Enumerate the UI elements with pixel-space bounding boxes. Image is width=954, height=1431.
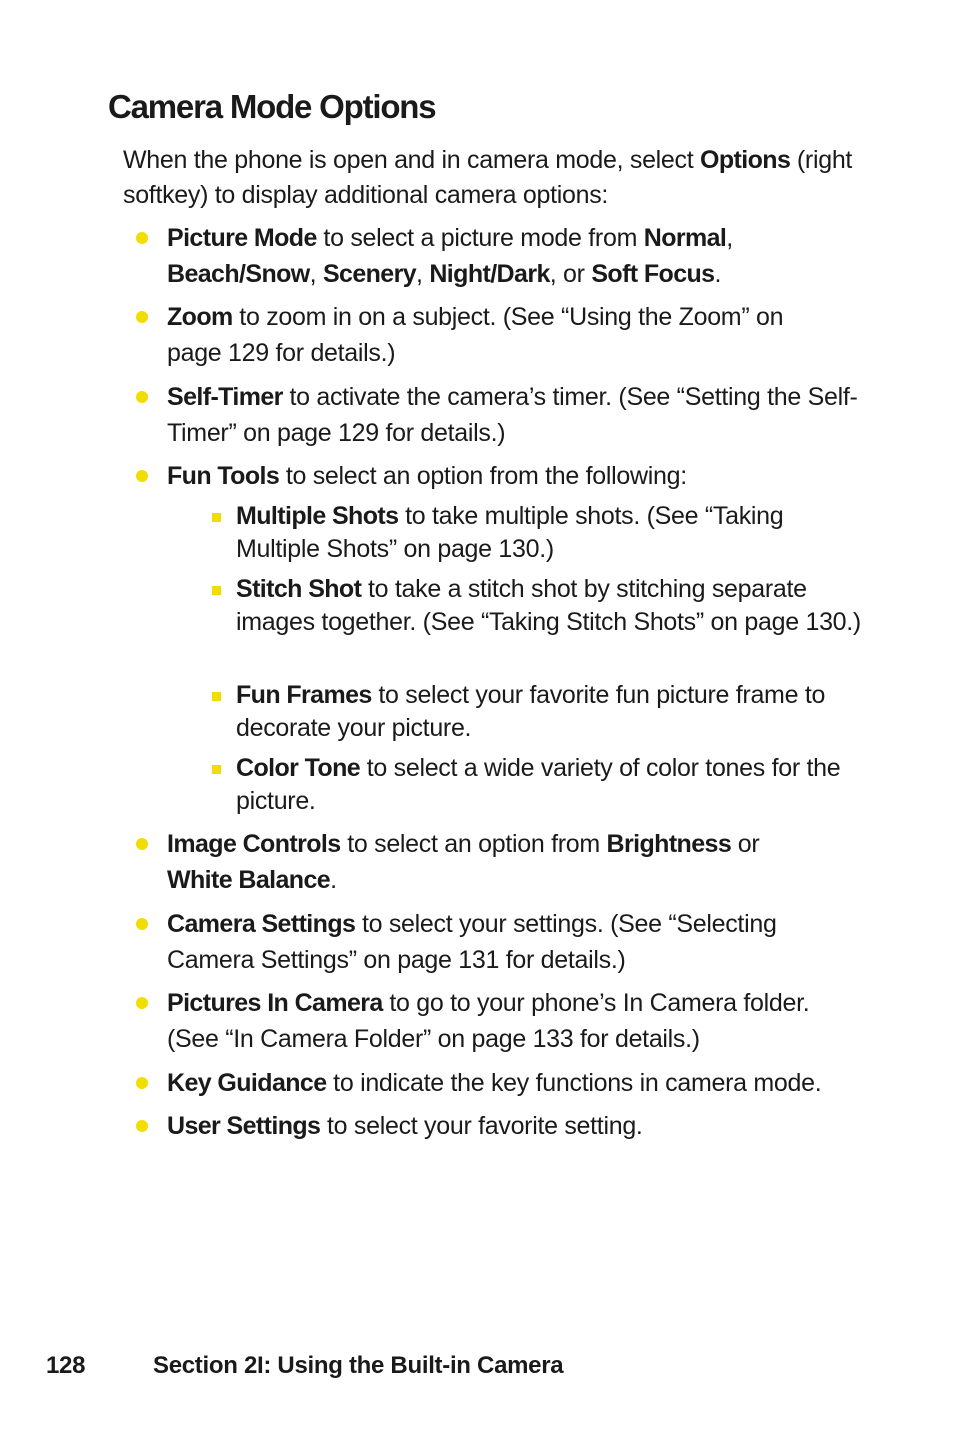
bullet-icon [136, 997, 148, 1009]
list-item-camera-settings: Camera Settings to select your settings. (See “Selecting Camera Settings” on page 131 for details.) [167, 910, 777, 974]
list-item-picture-mode: Picture Mode to select a picture mode from Normal, Beach/Snow, Scenery, Night/Dark, or Soft Focus. [167, 224, 733, 288]
list-item-fun-tools: Fun Tools to select an option from the following: [167, 462, 687, 490]
bullet-icon [136, 232, 148, 244]
sub-item-color-tone: Color Tone to select a wide variety of color tones for the picture. [236, 754, 841, 815]
list-item-zoom: Zoom to zoom in on a subject. (See “Using the Zoom” on page 129 for details.) [167, 303, 784, 367]
bullet-icon [136, 838, 148, 850]
bullet-icon [136, 311, 148, 323]
bullet-icon [136, 918, 148, 930]
sub-bullet-icon [212, 586, 221, 595]
sub-item-stitch-shot: Stitch Shot to take a stitch shot by stitching separate images together. (See “Taking Stitch Shots” on page 130.) [236, 575, 861, 636]
bullet-icon [136, 1120, 148, 1132]
section-title: Section 2I: Using the Built-in Camera [153, 1352, 564, 1379]
sub-bullet-icon [212, 765, 221, 774]
page-title: Camera Mode Options [108, 88, 436, 125]
intro-paragraph: When the phone is open and in camera mode, select Options (right softkey) to display additional camera options: [123, 146, 853, 209]
sub-bullet-icon [212, 692, 221, 701]
list-item-user-settings: User Settings to select your favorite setting. [167, 1112, 643, 1140]
list-item-image-controls: Image Controls to select an option from Brightness or White Balance. [167, 830, 760, 894]
list-item-self-timer: Self-Timer to activate the camera’s timer. (See “Setting the Self-Timer” on page 129 for details.) [167, 383, 858, 447]
page-number: 128 [46, 1352, 86, 1379]
sub-item-multiple-shots: Multiple Shots to take multiple shots. (See “Taking Multiple Shots” on page 130.) [236, 502, 784, 563]
sub-bullet-icon [212, 513, 221, 522]
bullet-icon [136, 391, 148, 403]
list-item-pictures-in-camera: Pictures In Camera to go to your phone’s In Camera folder. (See “In Camera Folder” on page 133 for details.) [167, 989, 810, 1053]
bullet-icon [136, 1077, 148, 1089]
list-item-key-guidance: Key Guidance to indicate the key functions in camera mode. [167, 1069, 822, 1097]
bullet-icon [136, 470, 148, 482]
sub-item-fun-frames: Fun Frames to select your favorite fun picture frame to decorate your picture. [236, 681, 826, 742]
